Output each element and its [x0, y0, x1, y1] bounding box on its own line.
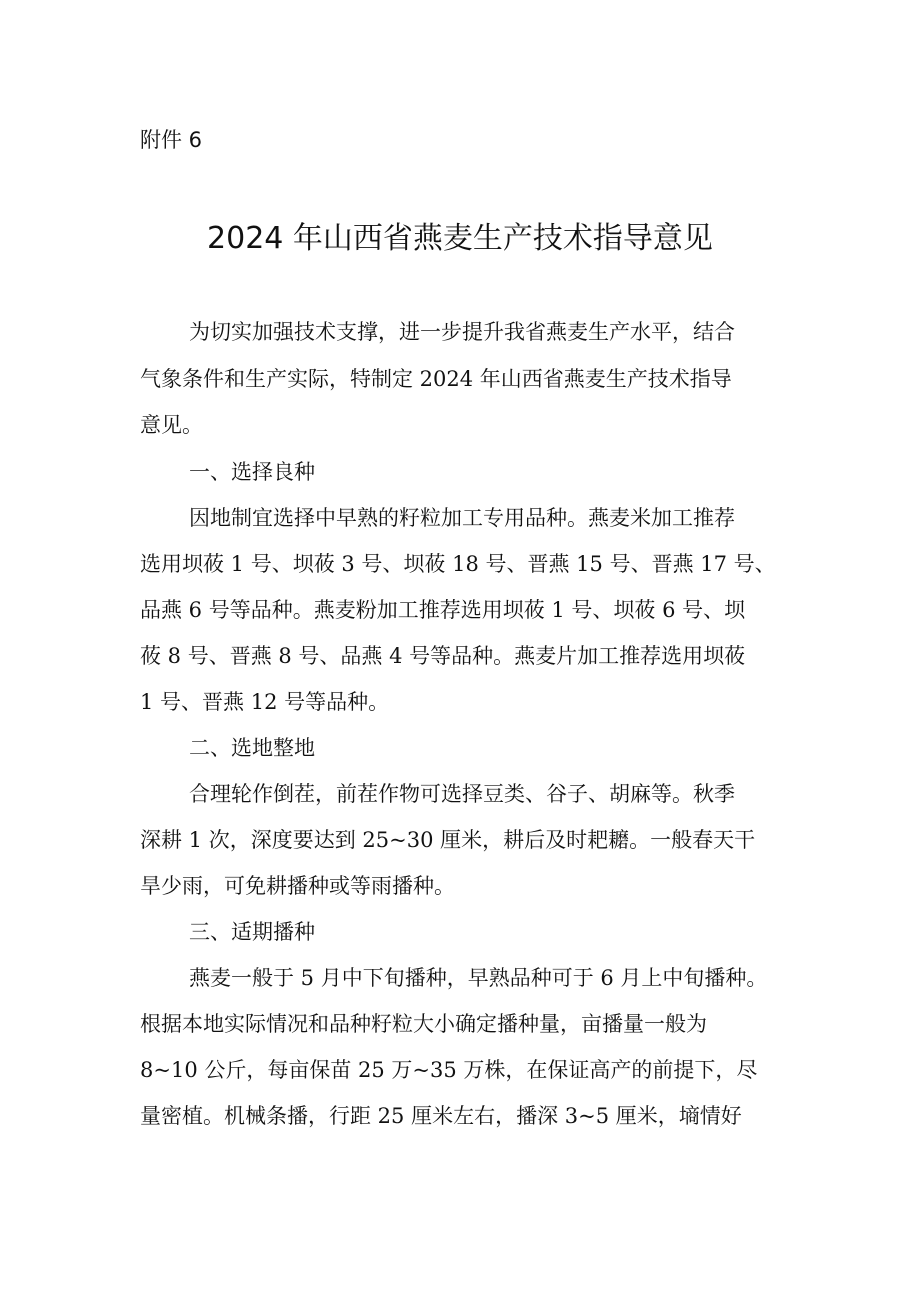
section-body-line: 8~10 公斤，每亩保苗 25 万~35 万株，在保证高产的前提下，尽 [140, 1058, 758, 1082]
attachment-label: 附件 6 [140, 128, 203, 152]
intro-line: 为切实加强技术支撑，进一步提升我省燕麦生产水平，结合 [189, 320, 735, 344]
section-body-line: 深耕 1 次，深度要达到 25~30 厘米，耕后及时耙耱。一般春天干 [140, 828, 756, 852]
section-body-line: 旱少雨，可免耕播种或等雨播种。 [140, 874, 455, 898]
section-body-line: 燕麦一般于 5 月中下旬播种，早熟品种可于 6 月上中旬播种。 [189, 966, 768, 990]
section-heading: 二、选地整地 [189, 736, 315, 760]
section-body-line: 根据本地实际情况和品种籽粒大小确定播种量，亩播量一般为 [140, 1012, 707, 1036]
section-body-line: 选用坝莜 1 号、坝莜 3 号、坝莜 18 号、晋燕 15 号、晋燕 17 号、 [140, 552, 776, 576]
section-heading: 三、适期播种 [189, 920, 315, 944]
section-body-line: 因地制宜选择中早熟的籽粒加工专用品种。燕麦米加工推荐 [189, 506, 735, 530]
section-body-line: 品燕 6 号等品种。燕麦粉加工推荐选用坝莜 1 号、坝莜 6 号、坝 [140, 598, 746, 622]
section-body-line: 量密植。机械条播，行距 25 厘米左右，播深 3~5 厘米，墒情好 [140, 1104, 742, 1128]
intro-line: 意见。 [140, 413, 203, 437]
section-heading: 一、选择良种 [189, 460, 315, 484]
section-body-line: 莜 8 号、晋燕 8 号、品燕 4 号等品种。燕麦片加工推荐选用坝莜 [140, 644, 746, 668]
section-body-line: 合理轮作倒茬，前茬作物可选择豆类、谷子、胡麻等。秋季 [189, 782, 735, 806]
intro-line: 气象条件和生产实际，特制定 2024 年山西省燕麦生产技术指导 [140, 367, 732, 391]
document-title: 2024 年山西省燕麦生产技术指导意见 [207, 221, 713, 256]
section-body-line: 1 号、晋燕 12 号等品种。 [140, 690, 390, 714]
